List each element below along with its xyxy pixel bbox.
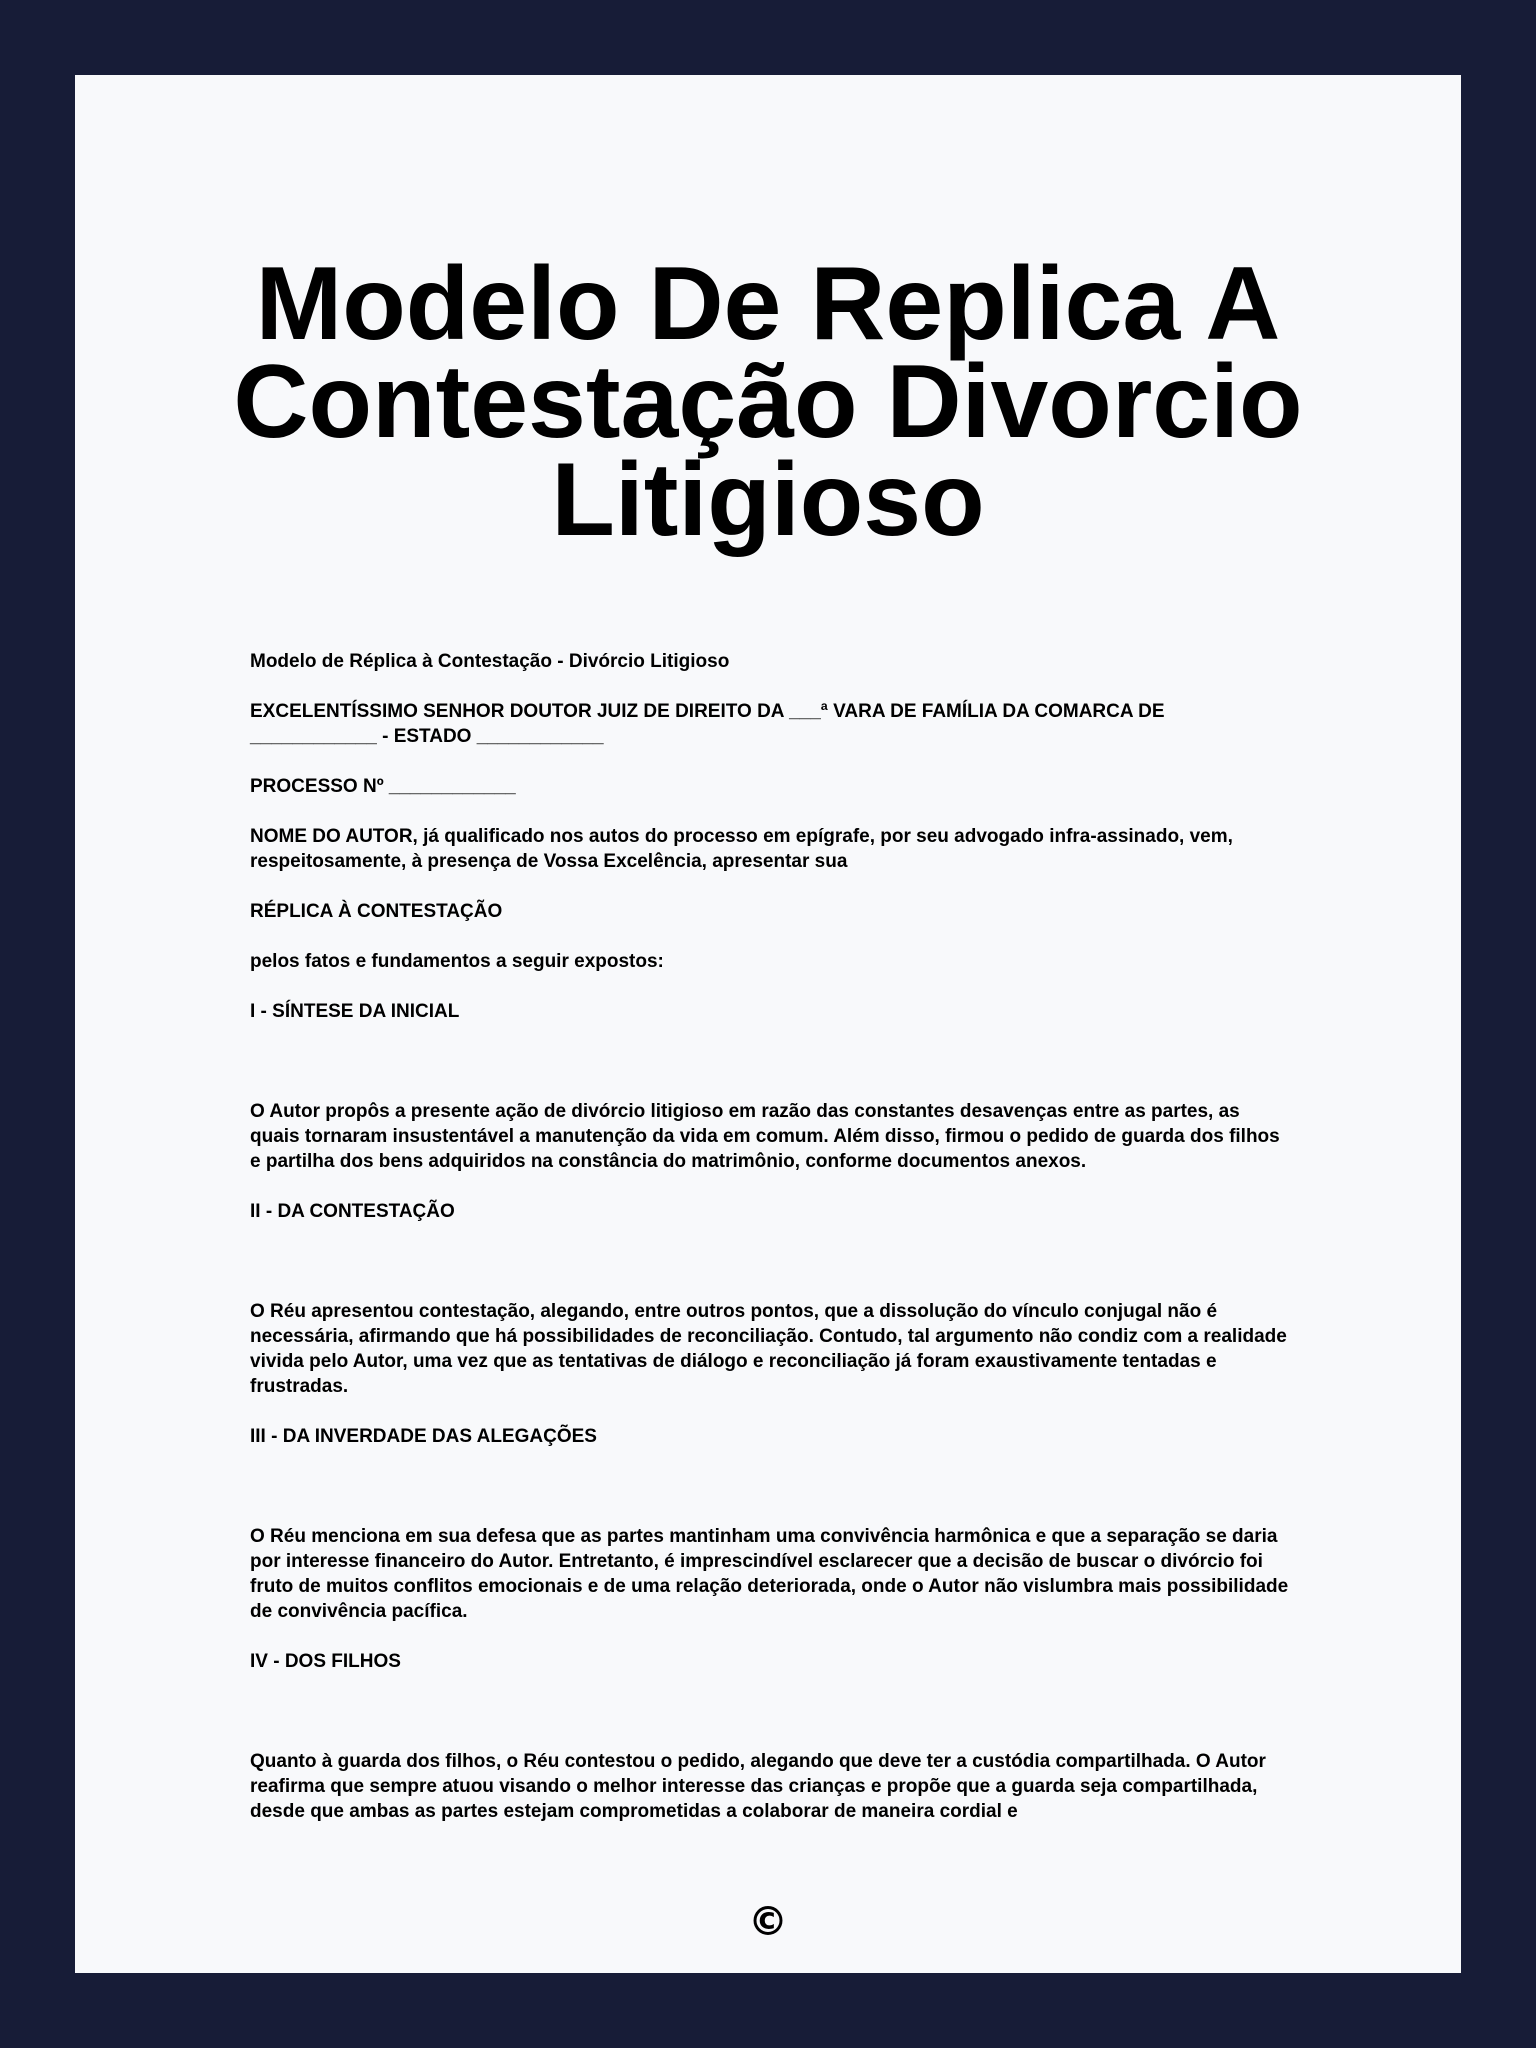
page-title: Modelo De Replica A Contestação Divorcio Litigioso <box>233 246 1303 558</box>
document-body <box>250 649 1290 1849</box>
section-paragraph-1: O Autor propôs a presente ação de divórcio litigioso em razão das constantes desavenças entre as partes, as quais tornaram insustentável a manutenção da vida em comum. Além disso, firmou o pedido de guarda dos filhos e partilha dos bens adquiridos na constância do matrimônio, conforme documentos anexos. <box>250 1101 1280 1172</box>
section-paragraph-3: O Réu menciona em sua defesa que as partes mantinham uma convivência harmônica e que a separação se daria por interesse financeiro do Autor. Entretanto, é imprescindível esclarecer que a decisão de buscar o divórcio foi fruto de muitos conflitos emocionais e de uma relação deteriorada, onde o Autor não vislumbra mais possibilidade de convivência pacífica. <box>250 1526 1289 1622</box>
intro-line: pelos fatos e fundamentos a seguir expostos: <box>250 951 664 972</box>
petition-heading: RÉPLICA À CONTESTAÇÃO <box>250 901 503 922</box>
section-heading-2: II - DA CONTESTAÇÃO <box>250 1201 455 1222</box>
section-heading-1: I - SÍNTESE DA INICIAL <box>250 1001 460 1022</box>
process-number: PROCESSO Nº ____________ <box>250 776 516 797</box>
document-page <box>75 75 1461 1973</box>
section-heading-3: III - DA INVERDADE DAS ALEGAÇÕES <box>250 1426 597 1447</box>
opening-paragraph: NOME DO AUTOR, já qualificado nos autos do processo em epígrafe, por seu advogado infra-assinado, vem, respeitosamente, à presença de Vossa Excelência, apresentar sua <box>250 826 1233 872</box>
copyright-icon: © <box>748 1899 788 1945</box>
document-subtitle: Modelo de Réplica à Contestação - Divórcio Litigioso <box>250 651 730 672</box>
section-paragraph-2: O Réu apresentou contestação, alegando, entre outros pontos, que a dissolução do vínculo conjugal não é necessária, afirmando que há possibilidades de reconciliação. Contudo, tal argumento não condiz com a realidade vivida pelo Autor, uma vez que as tentativas de diálogo e reconciliação já foram exaustivamente tentadas e frustradas. <box>250 1301 1287 1397</box>
section-heading-4: IV - DOS FILHOS <box>250 1651 401 1672</box>
court-addressee: EXCELENTÍSSIMO SENHOR DOUTOR JUIZ DE DIREITO DA ___ª VARA DE FAMÍLIA DA COMARCA DE ____________ - ESTADO ____________ <box>250 701 1165 747</box>
section-paragraph-4: Quanto à guarda dos filhos, o Réu contestou o pedido, alegando que deve ter a custódia compartilhada. O Autor reafirma que sempre atuou visando o melhor interesse das crianças e propõe que a guarda seja compartilhada, desde que ambas as partes estejam comprometidas a colaborar de maneira cordial e <box>250 1751 1266 1822</box>
